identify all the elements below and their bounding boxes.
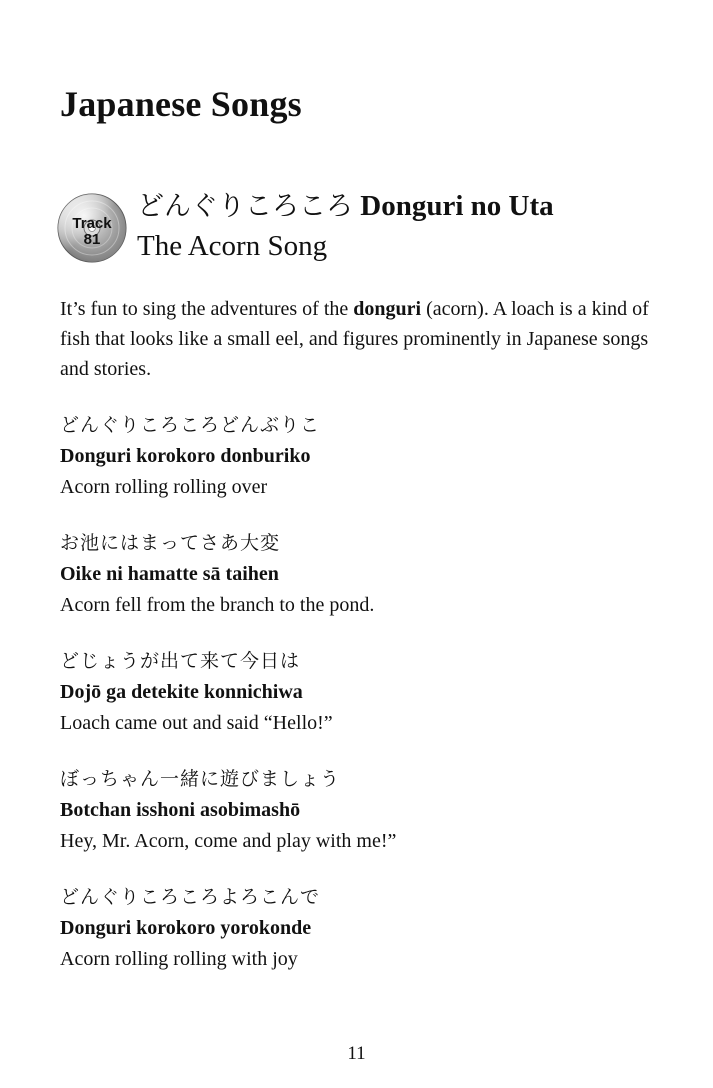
verse-english: Hey, Mr. Acorn, come and play with me!” bbox=[60, 830, 397, 852]
verse-japanese: ぼっちゃん一緒に遊びましょう bbox=[60, 768, 341, 790]
intro-text-end: (acorn). A loach is a kind of fish that looks like a small eel, and figures prominently in Japanese songs and stories. bbox=[60, 298, 649, 380]
song-subtitle: The Acorn Song bbox=[137, 230, 328, 262]
verse-5 bbox=[60, 882, 660, 975]
verse-english: Loach came out and said “Hello!” bbox=[60, 712, 333, 734]
intro-text-start: It’s fun to sing the adventures of the bbox=[60, 298, 354, 320]
verse-3 bbox=[60, 646, 660, 739]
page-number: 11 bbox=[347, 1043, 366, 1064]
song-title-japanese: どんぐりころころ bbox=[137, 191, 353, 222]
verse-2 bbox=[60, 528, 660, 621]
verse-english: Acorn fell from the branch to the pond. bbox=[60, 594, 375, 616]
verse-romaji: Botchan isshoni asobimashō bbox=[60, 799, 301, 821]
intro-paragraph bbox=[60, 294, 650, 384]
verse-japanese: どんぐりころころどんぶりこ bbox=[60, 414, 321, 436]
verse-4 bbox=[60, 764, 660, 857]
verse-english: Acorn rolling rolling with joy bbox=[60, 948, 298, 970]
verse-1 bbox=[60, 410, 660, 503]
verse-romaji: Donguri korokoro yorokonde bbox=[60, 917, 312, 939]
verse-romaji: Donguri korokoro donburiko bbox=[60, 445, 311, 467]
track-label: Track bbox=[72, 215, 112, 232]
verse-japanese: どんぐりころころよろこんで bbox=[60, 886, 321, 908]
intro-keyword: donguri bbox=[353, 298, 422, 320]
verse-romaji: Oike ni hamatte sā taihen bbox=[60, 563, 279, 585]
verse-english: Acorn rolling rolling over bbox=[60, 476, 268, 498]
song-title-romaji: Donguri no Uta bbox=[360, 190, 554, 222]
track-number: 81 bbox=[83, 231, 101, 248]
song-title bbox=[137, 188, 554, 225]
song-header bbox=[57, 188, 657, 268]
page-title: Japanese Songs bbox=[60, 84, 302, 124]
verse-japanese: どじょうが出て来て今日は bbox=[60, 650, 301, 672]
verse-japanese: お池にはまってさあ大変 bbox=[60, 532, 281, 554]
verse-romaji: Dojō ga detekite konnichiwa bbox=[60, 681, 303, 703]
